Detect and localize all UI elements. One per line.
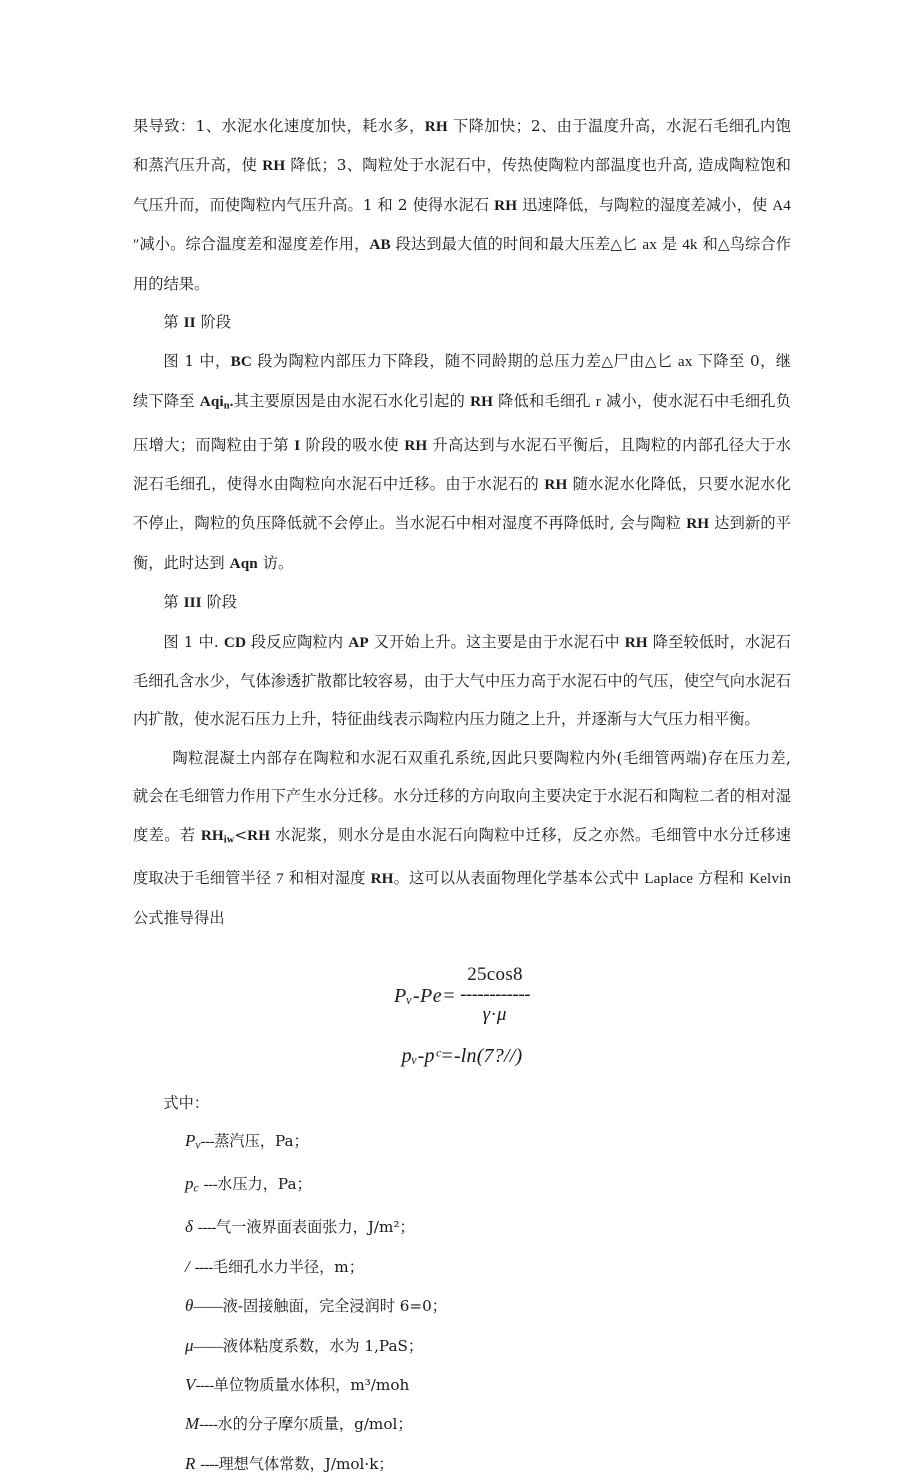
symbol-glyph: θ (185, 1296, 194, 1316)
term-a4: A4 ″ (133, 196, 791, 254)
term-rh: RH (424, 118, 448, 135)
symbol-dash: ---- (199, 1416, 218, 1434)
paragraph-dual-pore-system: 陶粒混凝土内部存在陶粒和水泥石双重孔系统,因此只要陶粒内外(毛细管两端)存在压力差, 就会在毛细管力作用下产生水分迁移。水分迁移的方向取向主要决定于水泥石和陶粒二者的相对湿度差。若 $RH_{iw}<RH$ 水泥浆，则水分是由水泥石向陶粒中迁移，反之亦然。毛细管中水分迁移速度取决于毛细管半径 7 和相对湿度 RH。这可以从表面物理化学基本公式中 Laplace 方程和 Kelvin 公式推导得出 (133, 748, 792, 927)
term-rh: RH (494, 196, 518, 214)
where-label: 式中： (163, 1094, 209, 1113)
symbol-dash: ---- (200, 1455, 219, 1473)
term-rh: RH (470, 392, 494, 410)
symbol-glyph: / (185, 1256, 190, 1276)
symbol-item-pc (185, 1165, 791, 1208)
symbol-glyph: δ (185, 1217, 193, 1237)
stage-numeral: I (294, 436, 301, 454)
symbol-dash: —— (193, 1298, 223, 1316)
term-ax: ax (642, 236, 657, 254)
symbol-glyph: R (185, 1453, 196, 1473)
symbol-glyph: V (185, 1374, 196, 1394)
symbol-glyph: μ (185, 1335, 194, 1355)
term-rh: RH (544, 475, 568, 493)
symbol-dash: ---- (195, 1376, 214, 1394)
stage-numeral: III (183, 594, 202, 612)
symbol-description: 液体粘度系数，水为 1,PaS； (222, 1336, 424, 1355)
symbol-description: 理想气体常数，J/mol·k； (218, 1454, 394, 1473)
heading-stage-3: 第 III 阶段 (163, 593, 238, 612)
symbol-glyph: M (185, 1414, 200, 1434)
term-rh: RH (247, 826, 271, 844)
term-rh: RH (404, 436, 428, 454)
term-radius-7: 7 (276, 870, 284, 888)
symbol-description: 毛细孔水力半径，m； (212, 1257, 364, 1276)
stage-numeral: II (183, 314, 196, 332)
paragraph-stage-2-body: 图 1 中，BC 段为陶粒内部压力下降段，随不同龄期的总压力差△尸由△匕 ax 下降至 0，继续下降至 Aqi$_n$.其主要原因是由水泥石水化引起的 RH 降低和毛细孔 r 减小，使水泥石中毛细孔负压增大；而陶粒由于第 I 阶段的吸水使 RH 升高达到与水泥石平衡后，且陶粒的内部孔径大于水泥石毛细孔，使得水由陶粒向水泥石中迁移。由于水泥石的 RH 随水泥水化降低，只要水泥水化不停止，陶粒的负压降低就不会停止。当水泥石中相对湿度不再降低时, 会与陶粒 RH 达到新的平衡，此时达到 Aqn 访。 (133, 352, 792, 572)
symbol-description: 水压力，Pa； (217, 1175, 312, 1194)
formula-kelvin: pᵥ-pᶜ=-ln(7?//) (401, 1045, 523, 1068)
symbol-dash: --- (200, 1133, 215, 1151)
symbol-dash: ---- (197, 1219, 216, 1237)
symbol-item-mu (185, 1327, 791, 1366)
symbol-item-pv (185, 1122, 791, 1165)
symbol-item-gas-constant (185, 1445, 791, 1484)
symbol-dash: ---- (194, 1258, 213, 1276)
symbol-definition-list (133, 1122, 791, 1484)
paragraph-intro: 果导致：1、水泥水化速度加快，耗水多，RH 下降加快；2、由于温度升高，水泥石毛细孔内饱和蒸汽压升高，使 RH 降低；3、陶粒处于水泥石中，传热使陶粒内部温度也升高, 造成陶粒饱和气压升而，而使陶粒内气压升高。1 和 2 使得水泥石 RH 迅速降低，与陶粒的湿度差减小，使 A4 ″减小。综合温度差和湿度差作用，AB 段达到最大值的时间和最大压差△匕 ax 是 4k 和△鸟综合作用的结果。 (133, 117, 791, 293)
symbol-glyph: $p_c$ (185, 1174, 199, 1195)
symbol-description: 单位物质量水体积，m³/moh (213, 1375, 410, 1394)
term-rh-iw: $RH_{iw}$ (200, 826, 235, 845)
formula-laplace (133, 957, 791, 1041)
term-rh: RH (624, 633, 648, 651)
term-aqn: Aqn (229, 554, 258, 572)
formula-laplace-numerator: 25cos8 (467, 964, 523, 986)
term-ap: AP (348, 633, 369, 651)
term-kelvin: Kelvin (749, 870, 792, 888)
term-r: r (595, 392, 601, 410)
formula-laplace-denominator: γ·μ (482, 1004, 508, 1026)
symbol-glyph: $P_v$ (185, 1131, 201, 1152)
symbol-item-theta (185, 1287, 791, 1326)
term-cd: CD (223, 633, 247, 651)
paragraph-stage-3-body: 图 1 中. CD 段反应陶粒内 AP 又开始上升。这主要是由于水泥石中 RH 降至较低时，水泥石毛细孔含水少，气体渗透扩散都比较容易，由于大气中压力高于水泥石中的气压，使空气向水泥石内扩散，使水泥石压力上升，特征曲线表示陶粒内压力随之上升，并逐渐与大气压力相平衡。 (133, 632, 791, 729)
term-aqi-n: Aqi$_n$. (199, 392, 234, 412)
symbol-description: 液-固接触面，完全浸润时 6=0； (222, 1297, 447, 1316)
formula-laplace-bar: ------------ (460, 984, 530, 1006)
symbol-item-molar-mass (185, 1405, 791, 1444)
symbol-dash: —— (193, 1337, 223, 1355)
heading-stage-2: 第 II 阶段 (163, 313, 232, 332)
term-ab: AB (369, 236, 391, 254)
term-rh: RH (262, 157, 286, 175)
term-ax: ax (677, 353, 693, 371)
symbol-item-volume (185, 1366, 791, 1405)
symbol-item-radius (185, 1248, 791, 1287)
term-laplace: Laplace (644, 870, 694, 888)
term-4k: 4k (682, 236, 698, 254)
formula-laplace-fraction (460, 964, 530, 1026)
term-rh: RH (370, 870, 394, 888)
symbol-description: 蒸汽压，Pa； (214, 1132, 309, 1151)
symbol-description: 气一液界面表面张力，J/m²； (215, 1218, 415, 1237)
term-rh: RH (686, 515, 710, 533)
symbol-description: 水的分子摩尔质量，g/mol； (217, 1415, 413, 1434)
formula-laplace-lhs: Pᵥ-Pe= (394, 984, 457, 1007)
document-body-column (133, 107, 791, 1484)
term-bc: BC (230, 353, 252, 371)
symbol-dash: --- (203, 1176, 218, 1194)
symbol-item-delta (185, 1208, 791, 1247)
